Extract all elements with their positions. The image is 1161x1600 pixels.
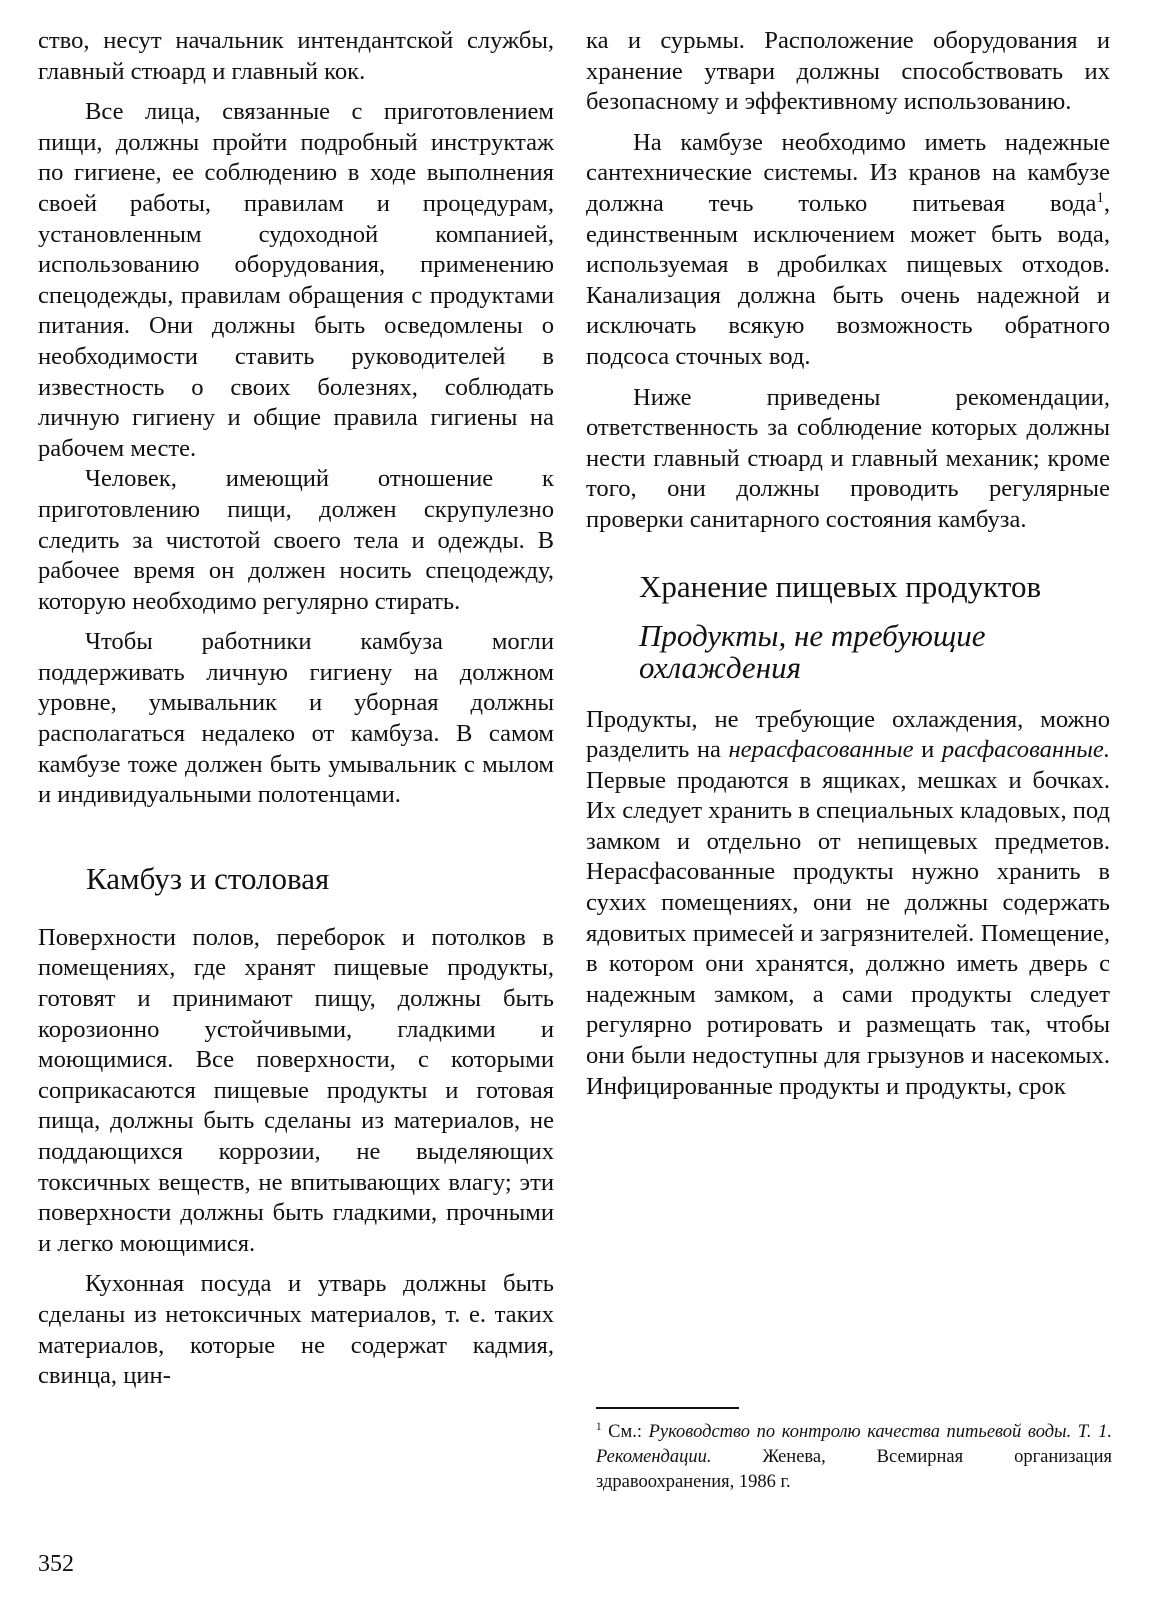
emphasis: нерасфасованные xyxy=(728,736,914,764)
paragraph xyxy=(586,705,1110,1103)
subsection-heading: Продукты, не требующие охлаждения xyxy=(639,617,986,685)
text-run: Первые продаются в ящиках, мешках и бочках. Их следует хранить в специальных кладовых, под замком и отдельно от непищевых предметов. Нерасфасованные продукты нужно хранить в сухих помещениях, они не должны содержать ядовитых примесей и загрязнителей. Помещение, в котором они хранятся, должно иметь дверь с надежным замком, а сами продукты следует регулярно ротировать и размещать так, чтобы они были недоступны для грызунов и насекомых. Инфицированные продукты и продукты, срок xyxy=(586,766,1110,1100)
footnote-citation: Руководство по контролю качества питьевой воды. Т. 1. Рекомендации. xyxy=(596,1422,1113,1467)
paragraph: Человек, имеющий отношение к приготовлению пищи, должен скрупулезно следить за чистотой своего тела и одежды. В рабочее время он должен носить спецодежду, которую необходимо регулярно стирать. xyxy=(38,465,554,615)
paragraph: ка и сурьмы. Расположение оборудования и хранение утвари должны способствовать их безопасному и эффективному использованию. xyxy=(586,27,1110,116)
text-run: , единственным исключением может быть вода, используемая в дробилках пищевых отходов. Канализация должна быть очень надежной и исключать всякую возможность обратного подсоса сточных вод. xyxy=(586,189,1110,370)
paragraph: ство, несут начальник интендантской службы, главный стюард и главный кок. xyxy=(38,27,554,85)
paragraph: Кухонная посуда и утварь должны быть сделаны из нетоксичных материалов, т. е. таких материалов, которые не содержат кадмия, свинца, цин- xyxy=(38,1270,554,1390)
section-heading: Хранение пищевых продуктов xyxy=(639,568,1042,604)
footnote-reference: 1 xyxy=(1096,189,1104,206)
page-number: 352 xyxy=(38,1551,74,1577)
text-run: и xyxy=(913,736,942,764)
paragraph: Чтобы работники камбуза могли поддерживать личную гигиену на должном уровне, умывальник и уборная должны располагаться недалеко от камбуза. В самом камбузе тоже должен быть умывальник с мылом и индивидуальными полотенцами. xyxy=(38,628,554,809)
footnote-mark: 1 xyxy=(596,1420,602,1433)
text-run: На камбузе необходимо иметь надежные сантехнические системы. Из кранов на камбузе должна течь только питьевая вода xyxy=(586,128,1110,217)
left-column xyxy=(38,26,554,1392)
section-heading: Камбуз и столовая xyxy=(86,860,330,896)
text-run: Продукты, не требующие охлаждения, можно разделить на xyxy=(586,705,1110,764)
emphasis: расфасованные. xyxy=(941,736,1110,764)
right-column xyxy=(586,26,1110,1102)
footnote-rule xyxy=(596,1407,739,1409)
text-run: См.: xyxy=(608,1422,649,1442)
footnote xyxy=(596,1420,1112,1495)
paragraph: Ниже приведены рекомендации, ответственность за соблюдение которых должны нести главный стюард и главный механик; кроме того, они должны проводить регулярные проверки санитарного состояния камбуза. xyxy=(586,383,1110,533)
paragraph: Поверхности полов, переборок и потолков в помещениях, где хранят пищевые продукты, готовят и принимают пищу, должны быть корозионно устойчивыми, гладкими и моющимися. Все поверхности, с которыми соприкасаются пищевые продукты и готовая пища, должны быть сделаны из материалов, не поддающихся коррозии, не выделяющих токсичных веществ, не впитывающих влагу; эти поверхности должны быть гладкими, прочными и легко моющимися. xyxy=(38,923,554,1257)
text-run: Женева, Всемирная организация здравоохранения, 1986 г. xyxy=(596,1447,1112,1492)
paragraph xyxy=(586,128,1110,373)
paragraph: Все лица, связанные с приготовлением пищи, должны пройти подробный инструктаж по гигиене, ее соблюдению в ходе выполнения своей работы, правилам и процедурам, установленным судоходной компанией, использованию оборудования, применению спецодежды, правилам обращения с продуктами питания. Они должны быть осведомлены о необходимости ставить руководителей в известность о своих болезнях, соблюдать личную гигиену и общие правила гигиены на рабочем месте. xyxy=(38,98,554,462)
